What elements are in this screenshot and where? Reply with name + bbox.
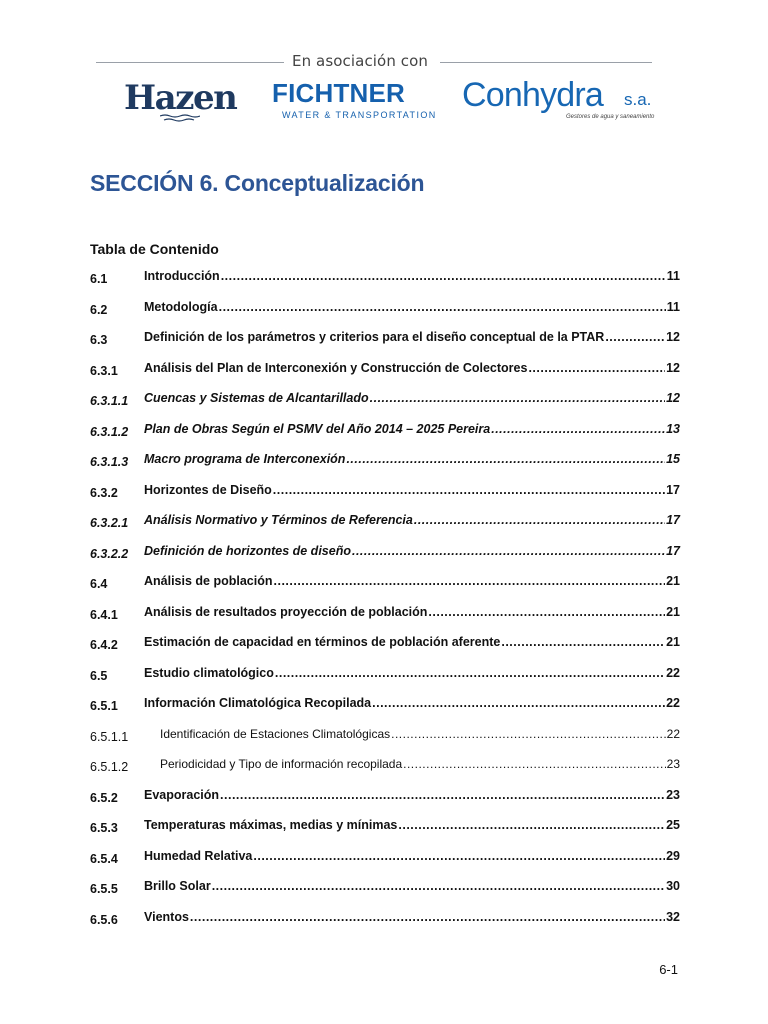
toc-entry-title: Análisis Normativo y Términos de Referencia	[144, 513, 413, 527]
toc-entry-page: 21	[666, 635, 680, 649]
toc-entry-title: Metodología	[144, 299, 218, 314]
toc-entry-line	[144, 574, 680, 588]
toc-entry-title: Vientos	[144, 909, 189, 924]
toc-leader-dots	[273, 483, 665, 497]
toc-leader-dots	[414, 513, 665, 527]
toc-entry-line	[144, 788, 680, 802]
toc-leader-dots	[428, 605, 665, 619]
toc-entry-line	[144, 391, 680, 405]
toc-entry-number: 6.3.1.3	[90, 455, 129, 469]
toc-entry-number: 6.5.1.2	[90, 760, 129, 774]
toc-entry-number: 6.5	[90, 668, 108, 683]
page-header	[96, 52, 655, 120]
toc-entry[interactable]	[90, 541, 680, 563]
toc-entry[interactable]	[90, 876, 680, 898]
toc-entry[interactable]	[90, 297, 680, 319]
toc-entry-title: Información Climatológica Recopilada	[144, 696, 372, 710]
toc-entry[interactable]	[90, 510, 680, 532]
toc-entry-page: 23	[666, 787, 680, 802]
toc-entry-page: 17	[666, 543, 680, 558]
toc-entry-title: Periodicidad y Tipo de información recopilada	[160, 757, 403, 771]
toc-entry-page: 32	[666, 909, 680, 924]
toc-leader-dots	[370, 391, 665, 405]
toc-entry[interactable]	[90, 663, 680, 685]
hazen-logo: Hazen	[124, 78, 237, 118]
toc-entry[interactable]	[90, 602, 680, 624]
toc-entry[interactable]	[90, 480, 680, 502]
toc-entry-page: 11	[666, 269, 680, 283]
toc-entry-number: 6.5.1	[90, 699, 118, 713]
toc-entry[interactable]	[90, 846, 680, 868]
toc-entry-number: 6.5.2	[90, 790, 118, 805]
toc-entry-line	[144, 422, 680, 436]
toc-entry-page: 25	[666, 818, 680, 832]
toc-entry-page: 12	[666, 391, 680, 405]
toc-entry-line	[144, 330, 680, 344]
toc-entry-number: 6.3.2	[90, 485, 118, 500]
toc-entry[interactable]	[90, 449, 680, 471]
toc-entry-title: Definición de horizontes de diseño	[144, 543, 351, 558]
toc-leader-dots	[220, 788, 665, 802]
divider-right	[440, 62, 652, 63]
toc-entry[interactable]	[90, 358, 680, 380]
toc-entry-line	[144, 666, 680, 680]
toc-entry-title: Identificación de Estaciones Climatológicas	[160, 726, 391, 741]
toc-entry-page: 13	[666, 421, 680, 436]
toc-entry-line	[160, 727, 680, 741]
toc-entry-title: Brillo Solar	[144, 879, 211, 893]
toc-leader-dots	[352, 544, 665, 558]
toc-entry-page: 11	[666, 299, 680, 314]
partner-logos	[96, 76, 655, 126]
toc-entry-title: Análisis de población	[144, 574, 273, 588]
toc-leader-dots	[219, 300, 666, 314]
toc-entry[interactable]	[90, 632, 680, 654]
toc-entry-line	[144, 513, 680, 527]
toc-entry-title: Cuencas y Sistemas de Alcantarillado	[144, 391, 369, 405]
toc-entry-line	[144, 269, 680, 283]
toc-entry-line	[144, 818, 680, 832]
toc-entry-title: Definición de los parámetros y criterios para el diseño conceptual de la PTAR	[144, 330, 605, 344]
toc-entry-page: 21	[666, 604, 680, 619]
hazen-waves-icon	[160, 114, 200, 122]
toc-entry[interactable]	[90, 907, 680, 929]
toc-entry-number: 6.5.3	[90, 821, 118, 835]
toc-entry[interactable]	[90, 754, 680, 776]
toc-entry-title: Evaporación	[144, 787, 220, 802]
toc-entry-page: 22	[666, 726, 680, 741]
toc-entry-title: Macro programa de Interconexión	[144, 452, 346, 466]
toc-entry-line	[144, 635, 680, 649]
toc-leader-dots	[605, 330, 665, 344]
toc-entry[interactable]	[90, 785, 680, 807]
toc-entry-line	[144, 452, 680, 466]
toc-entry-page: 23	[666, 757, 680, 771]
toc-entry[interactable]	[90, 388, 680, 410]
toc-entry[interactable]	[90, 266, 680, 288]
toc-entry-page: 22	[666, 696, 680, 710]
toc-entry-line	[144, 849, 680, 863]
toc-entry-page: 12	[666, 330, 680, 344]
toc-entry-title: Humedad Relativa	[144, 848, 253, 863]
toc-entry-page: 17	[666, 482, 680, 497]
association-text: En asociación con	[292, 52, 429, 70]
section-title: SECCIÓN 6. Conceptualización	[90, 170, 425, 196]
toc-leader-dots	[346, 452, 665, 466]
toc-leader-dots	[491, 422, 665, 436]
toc-entry-number: 6.3	[90, 333, 108, 347]
toc-entry-page: 15	[666, 452, 680, 466]
toc-entry-page: 21	[666, 574, 680, 588]
conhydra-tagline: Gestores de agua y saneamiento	[566, 114, 655, 120]
toc-leader-dots	[403, 757, 666, 771]
association-banner	[96, 52, 652, 72]
toc-entry[interactable]	[90, 327, 680, 349]
toc-entry[interactable]	[90, 815, 680, 837]
toc-entry-page: 22	[666, 665, 680, 680]
page-number: 6-1	[659, 962, 678, 977]
toc-entry-number: 6.4.2	[90, 638, 118, 652]
toc-entry-line	[144, 361, 680, 375]
conhydra-suffix: s.a.	[624, 90, 652, 109]
toc-entry-number: 6.5.5	[90, 882, 118, 896]
toc-leader-dots	[372, 696, 665, 710]
toc-leader-dots	[274, 574, 666, 588]
toc-entry-title: Estudio climatológico	[144, 665, 274, 680]
toc-entry-page: 17	[666, 513, 680, 527]
divider-left	[96, 62, 284, 63]
toc-leader-dots	[253, 849, 665, 863]
toc-entry-line	[144, 300, 680, 314]
toc-entry-number: 6.4	[90, 577, 108, 591]
toc-leader-dots	[528, 361, 665, 375]
toc-entry-line	[144, 696, 680, 710]
toc-entry-title: Estimación de capacidad en términos de población aferente	[144, 635, 501, 649]
toc-entry-page: 29	[666, 848, 680, 863]
toc-entry[interactable]	[90, 419, 680, 441]
fichtner-logo: FICHTNER	[272, 78, 406, 108]
toc-entry-number: 6.3.1.2	[90, 424, 129, 439]
toc-leader-dots	[501, 635, 665, 649]
toc-entry[interactable]	[90, 571, 680, 593]
toc-entry-page: 30	[666, 879, 680, 893]
toc-entry-title: Temperaturas máximas, medias y mínimas	[144, 818, 398, 832]
toc-leader-dots	[221, 269, 666, 283]
toc-entry-number: 6.1	[90, 272, 108, 286]
toc-leader-dots	[275, 666, 665, 680]
toc-entry-line	[144, 910, 680, 924]
toc-entry-title: Análisis del Plan de Interconexión y Construcción de Colectores	[144, 360, 528, 375]
toc-entry-number: 6.3.2.2	[90, 546, 129, 561]
toc-entry[interactable]	[90, 693, 680, 715]
toc-entry-line	[144, 879, 680, 893]
toc-entry-number: 6.5.6	[90, 912, 118, 927]
toc-entry-line	[144, 544, 680, 558]
toc-entry-number: 6.3.1.1	[90, 394, 129, 408]
toc-leader-dots	[190, 910, 665, 924]
toc-entry-number: 6.2	[90, 302, 108, 317]
toc-heading: Tabla de Contenido	[90, 241, 219, 257]
toc-leader-dots	[212, 879, 665, 893]
toc-entry-title: Introducción	[144, 269, 220, 283]
toc-entry-line	[144, 483, 680, 497]
toc-entry-number: 6.5.1.1	[90, 729, 129, 744]
toc-entry-title: Análisis de resultados proyección de población	[144, 604, 428, 619]
toc-leader-dots	[398, 818, 665, 832]
toc-entry-title: Plan de Obras Según el PSMV del Año 2014 – 2025 Pereira	[144, 421, 491, 436]
conhydra-logo: Conhydra	[462, 76, 604, 114]
toc-entry-number: 6.3.1	[90, 363, 118, 378]
toc-entry[interactable]	[90, 724, 680, 746]
toc-leader-dots	[391, 727, 666, 741]
fichtner-subtitle: WATER & TRANSPORTATION	[282, 110, 437, 120]
toc-entry-number: 6.5.4	[90, 851, 118, 866]
toc-entry-line	[160, 757, 680, 771]
toc-entry-number: 6.3.2.1	[90, 516, 129, 530]
toc-entry-title: Horizontes de Diseño	[144, 482, 272, 497]
toc-entry-page: 12	[666, 360, 680, 375]
toc-entry-number: 6.4.1	[90, 607, 118, 622]
toc-entry-line	[144, 605, 680, 619]
